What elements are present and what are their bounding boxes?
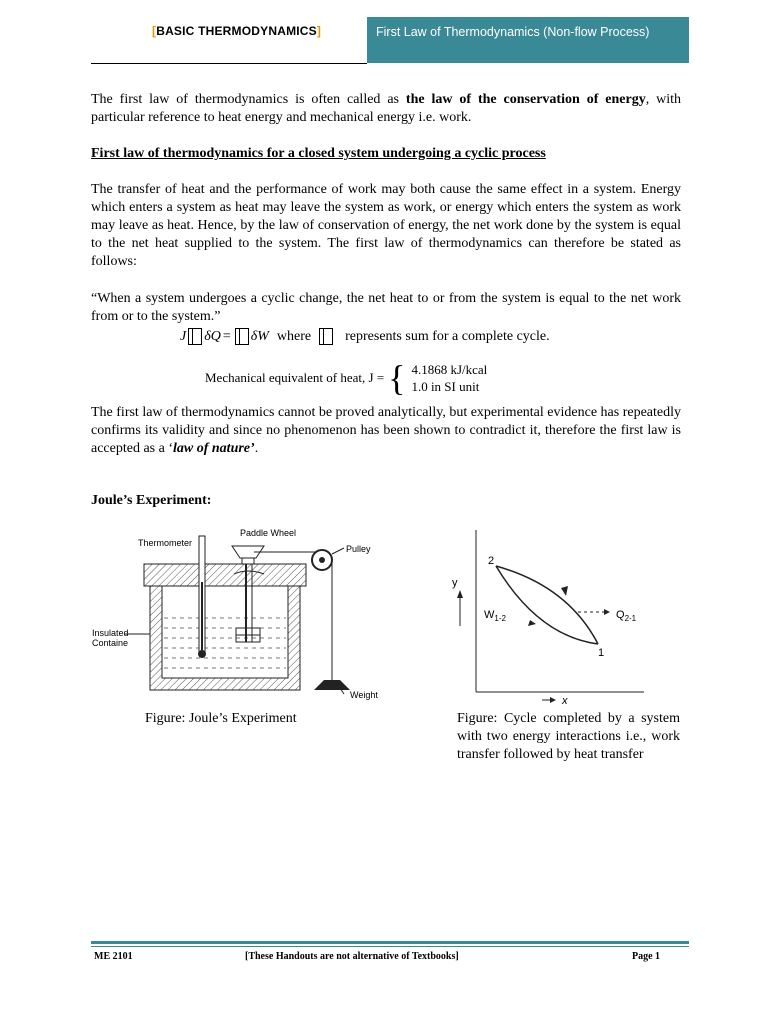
header-course-title: [BASIC THERMODYNAMICS] xyxy=(152,24,322,38)
header-rule xyxy=(91,63,367,64)
quote-paragraph: “When a system undergoes a cyclic change, the net heat to or from the system is equal to the net work from or to the system.” xyxy=(91,291,681,324)
caption-cycle: Figure: Cycle completed by a system with two energy interactions i.e., work transfer followed by heat transfer xyxy=(457,711,680,762)
y-axis-label: y xyxy=(452,577,458,589)
curve-upper xyxy=(496,566,598,644)
section-heading: First law of thermodynamics for a closed system undergoing a cyclic process xyxy=(91,146,546,161)
footer-page: Page 1 xyxy=(632,951,661,962)
intro-paragraph: The first law of thermodynamics is often called as the law of the conservation of energy, with particular reference to heat energy and mechanical energy i.e. work. xyxy=(91,92,682,125)
paragraph-law-of-nature: The first law of thermodynamics cannot be proved analytically, but experimental evidence has repeatedly confirms its validity and since no phenomenon has been shown to contradict it, therefore the first law is accepted as a ‘law of nature’. xyxy=(91,405,681,456)
point-2: 2 xyxy=(488,555,495,567)
work-label: $W_{1-2}$ xyxy=(484,609,506,623)
footer-rule xyxy=(91,941,689,944)
cycle-figure xyxy=(448,526,648,706)
cyclic-integral-icon xyxy=(235,328,249,345)
lid xyxy=(144,564,306,586)
joule-experiment-figure xyxy=(88,522,398,704)
brace-icon: { xyxy=(388,358,406,398)
weight xyxy=(314,680,350,690)
paragraph-transfer: The transfer of heat and the performance of work may both cause the same effect in a system. Energy which enters a system as heat may leave the system as work, or energy which enters the system as work may leave as heat. Hence, by the law of conservation of energy, the net work done by the system is equal to the net heat supplied to the system. The first law of thermodynamics can therefore be stated as follows: xyxy=(91,182,681,269)
point-1: 1 xyxy=(598,647,605,659)
intro-bold: the law of the conservation of energy xyxy=(405,92,646,107)
first-law-formula: J δQ = δW where represents sum for a complete cycle. xyxy=(180,328,550,344)
label-paddle: Paddle Wheel xyxy=(240,528,297,538)
header-topic-title: First Law of Thermodynamics (Non-flow Process) xyxy=(376,25,650,39)
mech-value-1: 4.1868 kJ/kcal xyxy=(411,362,488,377)
label-weight: Weight xyxy=(350,690,378,700)
mechanical-equivalent xyxy=(205,360,487,396)
footer-note: [These Handouts are not alternative of Textbooks] xyxy=(245,951,459,962)
label-container: Containe xyxy=(92,638,129,648)
direction-arrow-icon xyxy=(561,586,568,596)
header-topic-box xyxy=(367,17,689,63)
footer-course: ME 2101 xyxy=(94,951,133,962)
joule-heading: Joule’s Experiment: xyxy=(91,493,212,508)
law-of-nature: law of nature’ xyxy=(173,441,255,456)
mech-label: Mechanical equivalent of heat, J = xyxy=(205,370,385,385)
label-pulley: Pulley xyxy=(346,544,371,554)
cyclic-integral-icon xyxy=(319,328,333,345)
mech-value-2: 1.0 in SI unit xyxy=(411,379,480,394)
heat-label: $Q_{2-1}$ xyxy=(616,609,637,623)
header-left-title: BASIC THERMODYNAMICS xyxy=(156,24,317,38)
label-thermometer: Thermometer xyxy=(138,538,193,548)
label-insulated: Insulated xyxy=(92,628,129,638)
footer-rule-thin xyxy=(91,946,689,947)
curve-lower xyxy=(496,566,598,644)
container-inner xyxy=(162,586,288,678)
x-axis-label: x xyxy=(562,695,568,706)
caption-joule: Figure: Joule’s Experiment xyxy=(145,711,297,726)
cyclic-integral-icon xyxy=(188,328,202,345)
